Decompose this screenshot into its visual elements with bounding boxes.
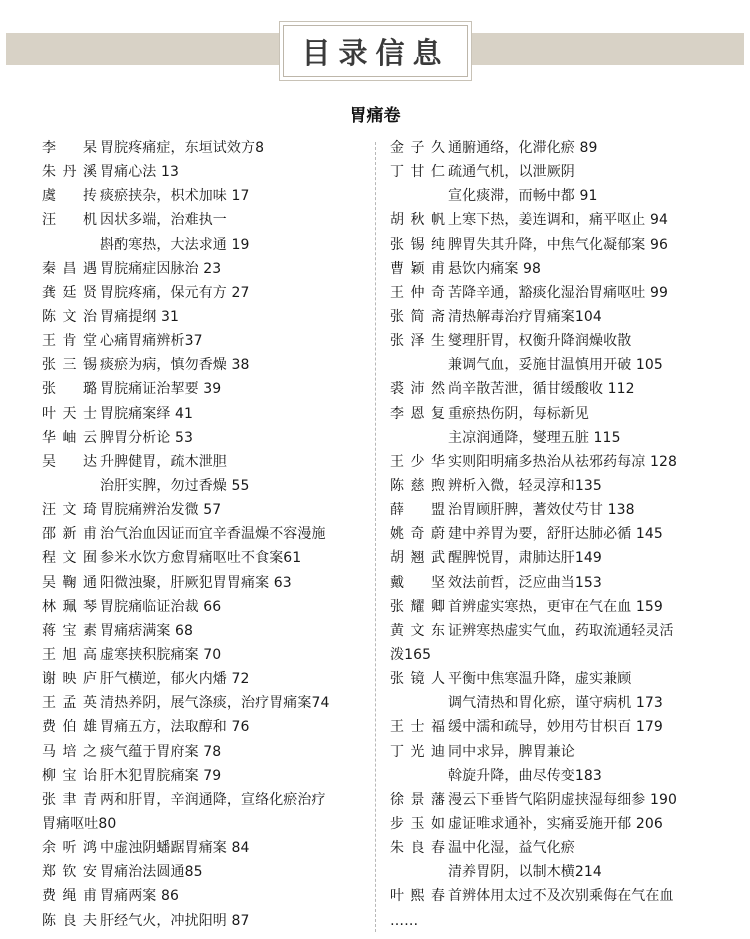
toc-entry	[390, 740, 720, 764]
toc-title: 胃痛五方，法取醇和 76	[100, 719, 250, 736]
toc-author: 叶熙春	[390, 888, 445, 905]
toc-title: 参米水饮方愈胃痛呕吐不食案61	[100, 550, 302, 567]
toc-author	[42, 474, 100, 498]
column-divider	[375, 142, 376, 932]
toc-entry	[42, 281, 362, 305]
toc-author: 谢映庐	[42, 671, 97, 688]
toc-entry	[42, 836, 362, 860]
toc-author: 裘沛然	[390, 381, 445, 398]
toc-author: 吴 达	[42, 453, 97, 470]
toc-author: 李 杲	[42, 140, 97, 156]
toc-author: 王肯堂	[42, 333, 97, 350]
toc-entry	[42, 450, 362, 474]
toc-entry	[42, 571, 362, 595]
toc-author: 姚奇蔚	[390, 526, 445, 543]
toc-title: 悬饮内痛案 98	[448, 260, 542, 277]
toc-title: 痰气蕴于胃府案 78	[100, 743, 222, 760]
toc-author: 戴 坚	[390, 574, 445, 591]
toc-author: 叶天士	[42, 405, 97, 422]
toc-title: 胃痛两案 86	[100, 888, 179, 905]
toc-title: 清养胃阴，以制木横214	[448, 864, 602, 881]
toc-entry	[42, 329, 362, 353]
toc-author: 龚廷贤	[42, 284, 97, 301]
toc-author: 张耀卿	[390, 598, 445, 615]
toc-author: 丁光迪	[390, 743, 445, 760]
toc-entry	[390, 812, 720, 836]
toc-title: 上寒下热，姜连调和，痛平呕止 94	[448, 212, 668, 229]
toc-author: 郑钦安	[42, 864, 97, 881]
toc-author: 胡秋帆	[390, 212, 445, 229]
toc-author: 陈文治	[42, 308, 97, 325]
toc-author: 张锡纯	[390, 236, 445, 253]
toc-author: 王孟英	[42, 695, 97, 712]
toc-entry	[390, 836, 720, 860]
toc-entry	[390, 619, 720, 643]
toc-author: 马培之	[42, 743, 97, 760]
toc-author: 徐景藩	[390, 791, 445, 808]
toc-author: 胡翘武	[390, 550, 445, 567]
toc-title: 宣化痰滞，而畅中都 91	[448, 188, 598, 205]
toc-author: 曹颖甫	[390, 260, 445, 277]
toc-entry	[390, 691, 720, 715]
toc-author: 丁甘仁	[390, 164, 445, 181]
toc-title: 胃脘痛证治挈要 39	[100, 381, 222, 398]
toc-entry	[42, 788, 362, 812]
toc-title: 证辨寒热虚实气血，药取流通轻灵活	[448, 622, 674, 639]
toc-entry	[42, 498, 362, 522]
toc-author: 张泽生	[390, 333, 445, 350]
toc-title: 苦降辛通，豁痰化湿治胃痛呕吐 99	[448, 284, 668, 301]
toc-entry	[390, 402, 720, 426]
toc-author	[390, 860, 448, 884]
toc-entry	[42, 546, 362, 570]
toc-entry	[42, 474, 362, 498]
toc-title: 胃脘疼痛，保元有方 27	[100, 284, 250, 301]
toc-entry	[42, 377, 362, 401]
toc-entry	[42, 764, 362, 788]
toc-author	[42, 233, 100, 257]
toc-entry	[390, 498, 720, 522]
toc-entry	[42, 402, 362, 426]
toc-author: 吴鞠通	[42, 574, 97, 591]
toc-author: 黄文东	[390, 622, 445, 639]
toc-author: 薛 盟	[390, 502, 445, 519]
toc-title: 痰瘀挟杂，枳术加味 17	[100, 188, 250, 205]
toc-entry	[42, 136, 362, 160]
toc-title: 升脾健胃，疏木泄胆	[100, 453, 227, 470]
toc-title: 燮理肝胃，权衡升降润燥收散	[448, 333, 632, 350]
toc-author: 柳宝诒	[42, 767, 97, 784]
toc-title: 阳微浊聚，肝厥犯胃胃痛案 63	[100, 574, 292, 591]
toc-entry	[390, 884, 720, 908]
toc-author: 张简斋	[390, 308, 445, 325]
toc-right-column	[390, 136, 720, 933]
toc-title: 胃痛心法 13	[100, 164, 179, 181]
toc-title: 温中化湿，益气化瘀	[448, 840, 575, 857]
toc-author: 虞 抟	[42, 188, 97, 205]
toc-title: 虚寒挟积脘痛案 70	[100, 646, 222, 663]
toc-author: 林珮琴	[42, 598, 97, 615]
toc-author: 蒋宝素	[42, 622, 97, 639]
toc-title: 同中求异，脾胃兼论	[448, 743, 575, 760]
toc-title: 首辨虚实寒热，更审在气在血 159	[448, 598, 663, 615]
toc-entry	[42, 812, 362, 836]
toc-title: 兼调气血，妥施甘温慎用开破 105	[448, 357, 663, 374]
toc-title: ……	[390, 912, 419, 929]
toc-entry	[42, 160, 362, 184]
toc-entry	[390, 643, 720, 667]
toc-title: 斟酌寒热，大法求通 19	[100, 236, 250, 253]
toc-title: 尚辛散苦泄，循甘缓酸收 112	[448, 381, 635, 398]
toc-title: 清热养阴，展气涤痰，治疗胃痛案74	[100, 695, 330, 712]
toc-author: 王仲奇	[390, 284, 445, 301]
toc-entry	[390, 764, 720, 788]
toc-title: 胃痛治法圆通85	[100, 864, 203, 881]
toc-entry	[390, 522, 720, 546]
toc-entry	[390, 257, 720, 281]
toc-title: 两和肝胃，辛润通降，宣络化瘀治疗	[100, 791, 326, 808]
toc-title: 胃脘痛案绎 41	[100, 405, 194, 422]
toc-entry	[390, 353, 720, 377]
toc-author: 朱良春	[390, 840, 445, 857]
toc-entry	[390, 377, 720, 401]
toc-entry	[390, 909, 720, 933]
toc-entry	[42, 909, 362, 933]
toc-left-column	[42, 136, 362, 933]
toc-title: 胃痛提纲 31	[100, 308, 179, 325]
toc-title: 效法前哲，泛应曲当153	[448, 574, 602, 591]
toc-author: 张镜人	[390, 671, 445, 688]
toc-author: 金子久	[390, 140, 445, 156]
toc-title: 胃脘痛临证治裁 66	[100, 598, 222, 615]
toc-entry	[390, 571, 720, 595]
toc-entry	[390, 184, 720, 208]
toc-entry	[42, 740, 362, 764]
toc-author: 费绳甫	[42, 888, 97, 905]
toc-entry	[42, 257, 362, 281]
toc-title: 胃脘疼痛症，东垣试效方8	[100, 140, 265, 156]
toc-entry	[390, 715, 720, 739]
toc-entry	[42, 184, 362, 208]
toc-entry	[390, 329, 720, 353]
toc-title: 重瘀热伤阴，每标新见	[448, 405, 589, 422]
toc-entry	[390, 788, 720, 812]
toc-entry	[42, 667, 362, 691]
toc-entry	[42, 305, 362, 329]
toc-author: 王旭高	[42, 646, 97, 663]
toc-title: 平衡中焦寒温升降，虚实兼顾	[448, 671, 632, 688]
toc-title: 治气治血因证而宜辛香温燥不容漫施	[100, 526, 326, 543]
toc-entry	[42, 643, 362, 667]
toc-entry	[390, 426, 720, 450]
toc-title: 肝经气火，冲扰阳明 87	[100, 912, 250, 929]
toc-author: 余听鸿	[42, 840, 97, 857]
toc-title: 首辨体用太过不及次别乘侮在气在血	[448, 888, 674, 905]
toc-title: 清热解毒治疗胃痛案104	[448, 308, 602, 325]
toc-title: 疏通气机，以泄厥阴	[448, 164, 575, 181]
toc-author	[390, 426, 448, 450]
toc-entry	[42, 860, 362, 884]
toc-title: 治胃顾肝脾，蓍效仗芍甘 138	[448, 502, 635, 519]
toc-author: 张三锡	[42, 357, 97, 374]
toc-entry	[390, 281, 720, 305]
toc-entry	[390, 208, 720, 232]
toc-entry	[390, 546, 720, 570]
toc-author: 张 璐	[42, 381, 97, 398]
page-title: 目录信息	[283, 25, 468, 77]
toc-entry	[42, 233, 362, 257]
toc-author: 朱丹溪	[42, 164, 97, 181]
toc-author	[390, 353, 448, 377]
toc-title: 主凉润通降，燮理五脏 115	[448, 429, 621, 446]
toc-author: 秦昌遇	[42, 260, 97, 277]
toc-author: 张聿青	[42, 791, 97, 808]
toc-entry	[42, 595, 362, 619]
toc-entry	[42, 691, 362, 715]
section-title: 胃痛卷	[349, 106, 401, 126]
toc-title: 斡旋升降，曲尽传变183	[448, 767, 602, 784]
toc-title: 虚证唯求通补，实痛妥施开郁 206	[448, 815, 663, 832]
toc-author	[390, 764, 448, 788]
toc-title: 通腑通络，化滞化瘀 89	[448, 140, 598, 156]
toc-entry	[390, 595, 720, 619]
toc-title: 建中养胃为要，舒肝达肺必循 145	[448, 526, 663, 543]
toc-title: 脾胃失其升降，中焦气化凝郁案 96	[448, 236, 668, 253]
toc-title: 肝气横逆，郁火内燔 72	[100, 671, 250, 688]
toc-author: 费伯雄	[42, 719, 97, 736]
toc-author: 程文囿	[42, 550, 97, 567]
toc-title: 泼165	[390, 646, 432, 663]
toc-title: 辨析入微，轻灵淳和135	[448, 477, 602, 494]
toc-author: 陈良夫	[42, 912, 97, 929]
toc-author: 陈慈煦	[390, 477, 445, 494]
toc-entry	[390, 667, 720, 691]
toc-title: 胃脘痛症因脉治 23	[100, 260, 222, 277]
toc-author: 华岫云	[42, 429, 97, 446]
toc-title: 因状多端，治难执一	[100, 212, 227, 229]
toc-entry	[42, 353, 362, 377]
toc-author: 汪文琦	[42, 502, 97, 519]
toc-title: 心痛胃痛辨析37	[100, 333, 203, 350]
toc-entry	[42, 884, 362, 908]
toc-entry	[42, 208, 362, 232]
toc-author	[390, 691, 448, 715]
toc-title: 胃脘痛辨治发微 57	[100, 502, 222, 519]
toc-title: 胃痛呕吐80	[42, 815, 117, 832]
toc-title: 漫云下垂皆气陷阴虚挟湿每细参 190	[448, 791, 677, 808]
toc-title: 肝木犯胃脘痛案 79	[100, 767, 222, 784]
toc-entry	[390, 860, 720, 884]
toc-entry	[42, 426, 362, 450]
toc-author	[390, 184, 448, 208]
toc-title: 实则阳明痛多热治从祛邪药每凉 128	[448, 453, 677, 470]
toc-entry	[390, 233, 720, 257]
toc-author: 邵新甫	[42, 526, 97, 543]
toc-entry	[42, 715, 362, 739]
toc-title: 调气清热和胃化瘀，谨守病机 173	[448, 695, 663, 712]
toc-entry	[42, 619, 362, 643]
toc-title: 中虚浊阴蟠踞胃痛案 84	[100, 840, 250, 857]
toc-entry	[390, 450, 720, 474]
toc-author: 王少华	[390, 453, 445, 470]
toc-author: 李恩复	[390, 405, 445, 422]
toc-title: 治肝实脾，勿过香燥 55	[100, 477, 250, 494]
toc-entry	[390, 160, 720, 184]
toc-title: 脾胃分析论 53	[100, 429, 194, 446]
toc-author: 汪 机	[42, 212, 97, 229]
toc-title: 胃痛痞满案 68	[100, 622, 194, 639]
toc-author: 步玉如	[390, 815, 445, 832]
toc-author: 王士福	[390, 719, 445, 736]
toc-title: 痰瘀为病，慎勿香燥 38	[100, 357, 250, 374]
toc-title: 醒脾悦胃，肃肺达肝149	[448, 550, 602, 567]
toc-entry	[390, 474, 720, 498]
toc-entry	[390, 305, 720, 329]
toc-entry	[390, 136, 720, 160]
toc-title: 缓中濡和疏导，妙用芍甘枳百 179	[448, 719, 663, 736]
toc-entry	[42, 522, 362, 546]
